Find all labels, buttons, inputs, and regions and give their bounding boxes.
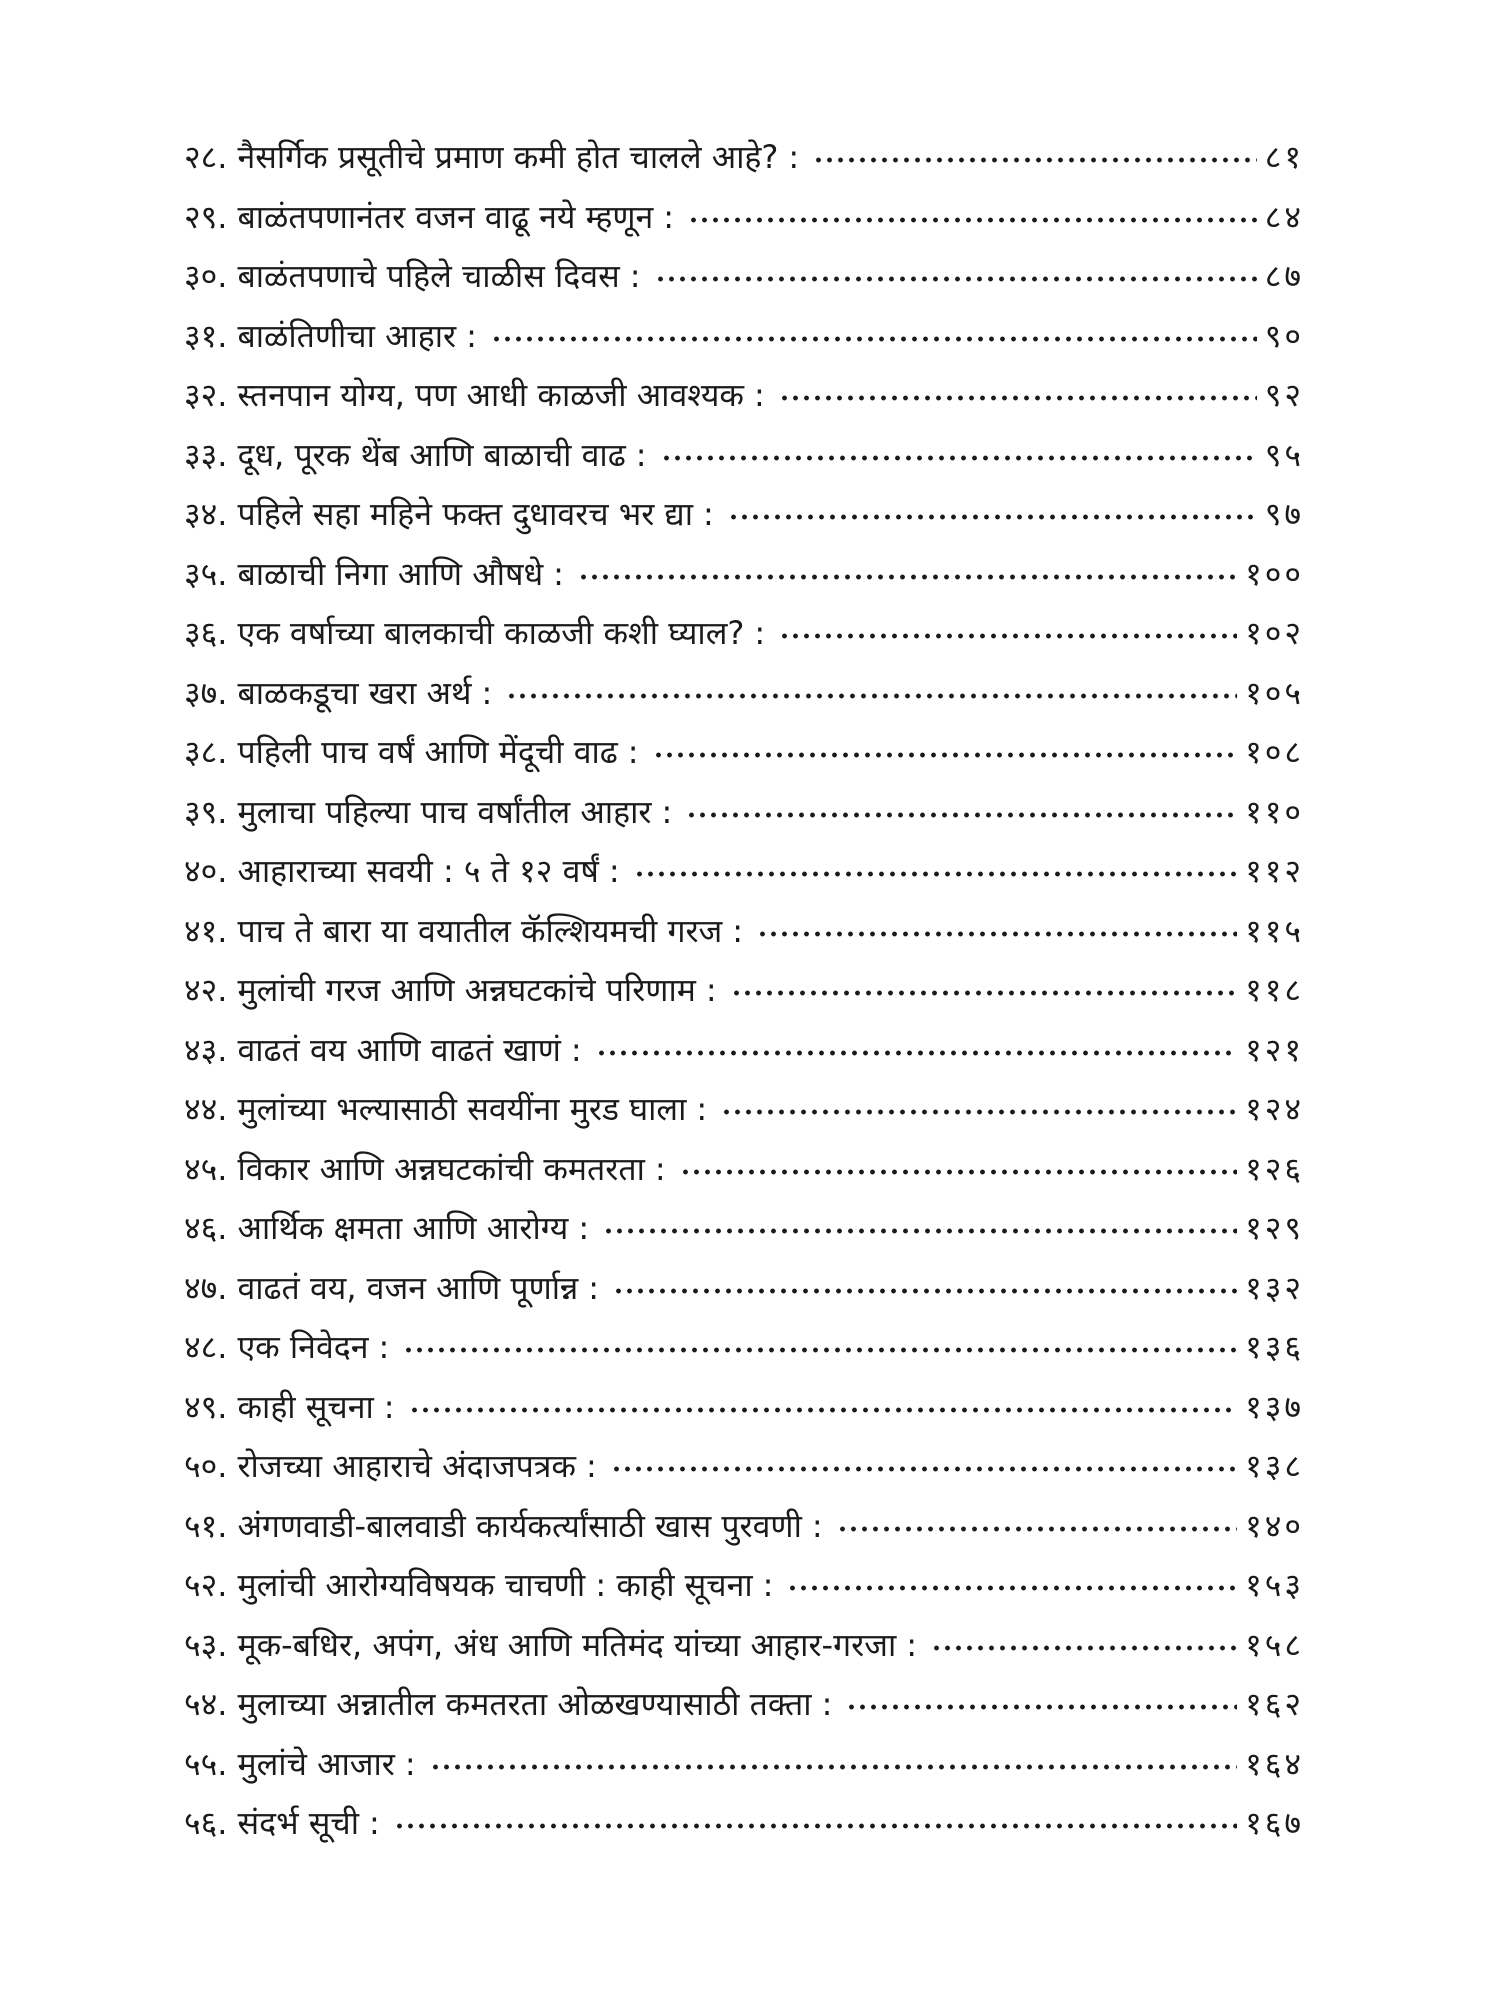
toc-entry-title: वाढतं वय आणि वाढतं खाणं [237, 1030, 561, 1069]
toc-entry-colon: : [481, 673, 493, 712]
toc-entry-number: २८. [184, 138, 228, 176]
toc-entry-page-number: ९० [1264, 316, 1304, 355]
dot-leader [596, 1023, 1237, 1063]
toc-entry-colon: : [754, 376, 765, 414]
dot-leader [846, 1677, 1237, 1717]
dot-leader [653, 725, 1238, 765]
toc-entry-number: ५०. [184, 1447, 228, 1485]
toc-entry-number: ४५. [184, 1149, 228, 1188]
toc-entry-title: अंगणवाडी-बालवाडी कार्यकर्त्यांसाठी खास पुरवणी [237, 1506, 802, 1545]
toc-entry-title: पाच ते बारा या वयातील कॅल्शियमची गरज [237, 911, 723, 950]
toc-entry-title: दूध, पूरक थेंब आणि बाळाची वाढ [237, 435, 626, 474]
dot-leader [837, 1499, 1237, 1539]
toc-entry-number: २९. [184, 197, 228, 236]
toc-entry-number: ३७. [184, 673, 228, 712]
toc-entry [184, 604, 1304, 664]
toc-entry-page-number: १०० [1245, 554, 1304, 593]
toc-entry [184, 1497, 1304, 1557]
dot-leader [634, 844, 1237, 884]
toc-entry [184, 307, 1304, 367]
toc-entry-number: ३०. [184, 257, 228, 295]
toc-entry-page-number: ८१ [1264, 138, 1304, 176]
toc-entry-title: पहिले सहा महिने फक्त दुधावरच भर द्या [237, 495, 693, 533]
toc-entry-colon: : [705, 971, 717, 1009]
toc-entry-title: नैसर्गिक प्रसूतीचे प्रमाण कमी होत चालले आहे? [237, 138, 779, 176]
toc-entry-page-number: ११२ [1245, 852, 1304, 890]
toc-entry [184, 961, 1304, 1021]
toc-entry-colon: : [754, 614, 766, 652]
toc-entry [184, 128, 1304, 188]
toc-entry-colon: : [588, 1268, 600, 1307]
toc-entry-title: बाळंतपणानंतर वजन वाढू नये म्हणून [237, 197, 654, 236]
toc-entry-colon: : [629, 257, 641, 295]
toc-entry [184, 902, 1304, 962]
toc-entry-page-number: १५८ [1245, 1625, 1304, 1664]
toc-entry-colon: : [788, 138, 800, 176]
toc-entry-title: बाळंतपणाचे पहिले चाळीस दिवस [237, 257, 620, 295]
toc-entry-number: ४१. [184, 911, 228, 950]
dot-leader [403, 1320, 1237, 1360]
toc-entry-page-number: ९७ [1264, 495, 1304, 533]
toc-entry [184, 485, 1304, 545]
toc-entry-colon: : [570, 1030, 582, 1069]
toc-entry-number: ४०. [184, 852, 228, 890]
toc-entry-number: ३६. [184, 614, 228, 652]
toc-entry-colon: : [811, 1506, 823, 1545]
toc-entry-colon: : [702, 495, 714, 533]
toc-entry-colon: : [906, 1625, 918, 1664]
dot-leader [491, 309, 1257, 349]
toc-entry [184, 1199, 1304, 1259]
toc-entry-title: मूक-बधिर, अपंग, अंध आणि मतिमंद यांच्या आहार-गरजा [237, 1625, 897, 1664]
toc-entry-title: काही सूचना [237, 1387, 374, 1426]
dot-leader [688, 190, 1257, 230]
toc-entry-page-number: ११८ [1245, 971, 1304, 1009]
toc-entry-page-number: ९५ [1264, 435, 1304, 474]
toc-entry [184, 1140, 1304, 1200]
toc-entry-title: मुलाचा पहिल्या पाच वर्षांतील आहार [237, 792, 652, 831]
toc-entry-title: आर्थिक क्षमता आणि आरोग्य [237, 1209, 569, 1247]
toc-entry [184, 188, 1304, 248]
toc-entry-colon: : [378, 1328, 390, 1366]
dot-leader [613, 1261, 1237, 1301]
toc-entry-colon: : [732, 911, 744, 950]
toc-entry-colon: : [661, 792, 673, 831]
toc-entry-page-number: १०५ [1245, 673, 1304, 712]
toc-entry [184, 247, 1304, 307]
toc-entry-number: ३९. [184, 792, 228, 831]
toc-entry [184, 1675, 1304, 1735]
toc-entry-page-number: १३२ [1245, 1268, 1304, 1307]
toc-entry-page-number: १६७ [1245, 1804, 1304, 1842]
toc-entry-colon: : [608, 852, 620, 890]
toc-entry-title: मुलांच्या भल्यासाठी सवयींना मुरड घाला [237, 1090, 687, 1128]
toc-entry-title: पहिली पाच वर्षं आणि मेंदूची वाढ [237, 733, 618, 771]
toc-entry-title: बाळंतिणीचा आहार [237, 316, 457, 355]
dot-leader [578, 547, 1237, 587]
dot-leader [779, 606, 1237, 646]
toc-entry-number: ४८. [184, 1328, 228, 1366]
dot-leader [787, 1558, 1237, 1598]
toc-entry [184, 1259, 1304, 1319]
toc-entry-colon: : [369, 1804, 380, 1842]
toc-entry-colon: : [586, 1447, 597, 1485]
toc-entry [184, 1556, 1304, 1616]
toc-entry-title: एक निवेदन [237, 1328, 369, 1366]
toc-entry-number: ३८. [184, 733, 228, 771]
dot-leader [731, 963, 1237, 1003]
toc-entry-number: ४७. [184, 1268, 228, 1307]
toc-entry-title: मुलांची आरोग्यविषयक चाचणी : काही सूचना [237, 1566, 753, 1604]
dot-leader [661, 428, 1257, 468]
toc-entry [184, 1794, 1304, 1854]
toc-entry [184, 1616, 1304, 1676]
toc-entry-number: ५३. [184, 1625, 228, 1664]
toc-entry-title: विकार आणि अन्नघटकांची कमतरता [237, 1149, 645, 1188]
dot-leader [757, 904, 1237, 944]
toc-entry-page-number: १३७ [1245, 1387, 1304, 1426]
toc-entry-number: ४२. [184, 971, 228, 1009]
toc-entry-title: मुलाच्या अन्नातील कमतरता ओळखण्यासाठी तक्ता [237, 1685, 812, 1723]
toc-entry-title: आहाराच्या सवयी : ५ ते १२ वर्षं [237, 852, 599, 890]
toc-entry-number: ३१. [184, 316, 228, 355]
toc-entry-page-number: १६२ [1245, 1685, 1304, 1723]
toc-entry-colon: : [553, 554, 564, 593]
toc-entry-colon: : [404, 1744, 416, 1783]
toc-entry-title: एक वर्षाच्या बालकाची काळजी कशी घ्याल? [237, 614, 745, 652]
toc-entry-number: ४९. [184, 1387, 228, 1426]
toc-entry-colon: : [466, 316, 477, 355]
toc-entry-colon: : [654, 1149, 666, 1188]
toc-entry-title: बाळाची निगा आणि औषधे [237, 554, 544, 593]
toc-entry [184, 366, 1304, 426]
toc-entry-number: ५१. [184, 1506, 228, 1545]
toc-entry-number: ३३. [184, 435, 228, 474]
toc-entry-page-number: ८४ [1264, 197, 1304, 236]
toc-entry-title: मुलांचे आजार [237, 1744, 395, 1783]
dot-leader [721, 1082, 1237, 1122]
toc-entry-number: ४३. [184, 1030, 228, 1069]
toc-entry-number: ५५. [184, 1744, 228, 1783]
toc-entry-page-number: १२४ [1245, 1090, 1304, 1128]
toc-entry-colon: : [383, 1387, 395, 1426]
toc-entry-page-number: १२१ [1245, 1030, 1304, 1069]
toc-entry-page-number: १०२ [1245, 614, 1304, 652]
toc-entry [184, 545, 1304, 605]
dot-leader [931, 1618, 1237, 1658]
toc-entry-number: ४६. [184, 1209, 228, 1247]
toc-entry-title: मुलांची गरज आणि अन्नघटकांचे परिणाम [237, 971, 696, 1009]
toc-entry-title: स्तनपान योग्य, पण आधी काळजी आवश्यक [237, 376, 744, 414]
toc-entry-page-number: १३८ [1245, 1447, 1304, 1485]
dot-leader [603, 1201, 1237, 1241]
toc-entry-number: ५६. [184, 1804, 228, 1842]
toc-entry [184, 783, 1304, 843]
toc-entry-colon: : [627, 733, 639, 771]
toc-entry-number: ३२. [184, 376, 228, 414]
toc-entry [184, 842, 1304, 902]
toc-entry-title: वाढतं वय, वजन आणि पूर्णान्न [237, 1268, 579, 1307]
toc-entry [184, 1437, 1304, 1497]
toc-entry-page-number: ९२ [1264, 376, 1304, 414]
toc-entry-colon: : [821, 1685, 833, 1723]
toc-entry-number: ३५. [184, 554, 228, 593]
toc-entry-number: ५२. [184, 1566, 228, 1604]
toc-entry [184, 1735, 1304, 1795]
toc-entry-title: रोजच्या आहाराचे अंदाजपत्रक [237, 1447, 577, 1485]
toc-entry [184, 426, 1304, 486]
dot-leader [728, 487, 1257, 527]
toc-entry-page-number: ८७ [1264, 257, 1304, 295]
toc-entry [184, 1021, 1304, 1081]
toc-entry [184, 664, 1304, 724]
toc-entry-number: ५४. [184, 1685, 228, 1723]
toc-entry [184, 1318, 1304, 1378]
toc-entry-page-number: ११५ [1245, 911, 1304, 950]
toc-entry-page-number: १३६ [1245, 1328, 1304, 1366]
toc-entry-page-number: १२६ [1245, 1149, 1304, 1188]
toc-entry-page-number: १०८ [1245, 733, 1304, 771]
toc-entry-page-number: १४० [1245, 1506, 1304, 1545]
toc-entry-colon: : [663, 197, 674, 236]
toc-entry-number: ३४. [184, 495, 228, 533]
dot-leader [680, 1142, 1237, 1182]
dot-leader [394, 1796, 1237, 1836]
dot-leader [611, 1439, 1237, 1479]
dot-leader [430, 1737, 1237, 1777]
toc-entry-page-number: १५३ [1245, 1566, 1304, 1604]
toc-entry-colon: : [762, 1566, 774, 1604]
dot-leader [409, 1380, 1238, 1420]
dot-leader [813, 130, 1257, 170]
toc-entry [184, 723, 1304, 783]
dot-leader [655, 249, 1257, 289]
toc-entry [184, 1378, 1304, 1438]
dot-leader [779, 368, 1257, 408]
dot-leader [506, 666, 1237, 706]
dot-leader [686, 785, 1237, 825]
toc-entry-title: संदर्भ सूची [237, 1804, 359, 1842]
toc-entry-page-number: १२९ [1245, 1209, 1304, 1247]
toc-entry-colon: : [635, 435, 647, 474]
toc-entry-number: ४४. [184, 1090, 228, 1128]
toc-entry-colon: : [696, 1090, 708, 1128]
toc-entry-title: बाळकडूचा खरा अर्थ [237, 673, 472, 712]
toc-entry-page-number: १६४ [1245, 1744, 1304, 1783]
toc-entry-page-number: ११० [1245, 792, 1304, 831]
toc-entry-colon: : [578, 1209, 590, 1247]
table-of-contents [184, 128, 1304, 1854]
toc-entry [184, 1080, 1304, 1140]
